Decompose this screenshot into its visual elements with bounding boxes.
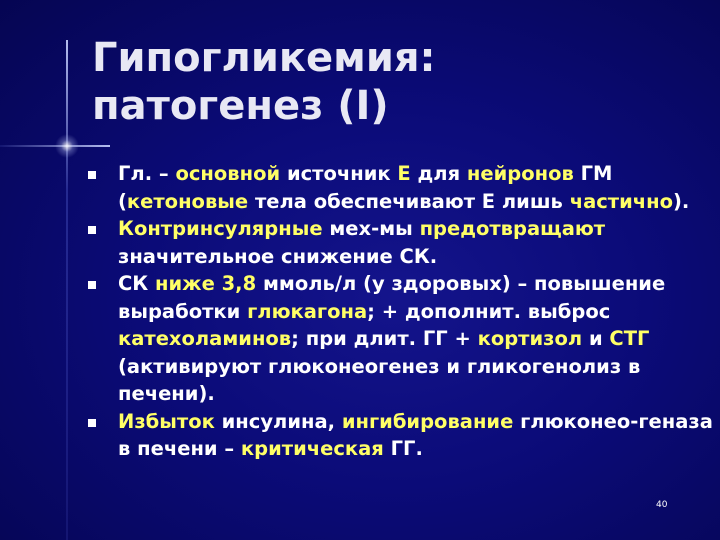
highlighted-term: катехоламинов xyxy=(118,327,292,350)
highlighted-term: кортизол xyxy=(477,327,583,350)
bullet-text: ГМ ( xyxy=(118,162,613,213)
slide-title xyxy=(92,34,436,130)
bullet-text: ). xyxy=(673,189,690,213)
square-bullet-icon xyxy=(88,171,96,179)
bullet-text: ; + дополнит. выброс xyxy=(367,299,611,323)
bullet-text: ГГ. xyxy=(383,437,423,460)
bullet-text: (активируют глюконеогенез и гликогенолиз в печени). xyxy=(118,354,641,405)
decor-glow-star xyxy=(55,134,79,158)
highlighted-term: нейронов xyxy=(466,162,574,185)
bullet-text: тела обеспечивают Е лишь xyxy=(248,189,570,213)
bullet-text: ; при длит. ГГ + xyxy=(291,327,478,350)
highlighted-term: Контринсулярные xyxy=(118,217,323,240)
bullet-item xyxy=(88,215,713,270)
decor-vertical-line xyxy=(66,40,68,540)
square-bullet-icon xyxy=(88,226,96,234)
bullet-item xyxy=(88,270,713,408)
highlighted-term: предотвращают xyxy=(419,217,606,240)
highlighted-term: глюкагона xyxy=(247,299,368,323)
page-number: 40 xyxy=(656,500,668,510)
bullet-list xyxy=(88,160,713,463)
highlighted-term: СТГ xyxy=(609,327,650,350)
highlighted-term: критическая xyxy=(240,437,384,460)
highlighted-term: ингибирование xyxy=(341,409,514,433)
bullet-item xyxy=(88,160,713,215)
bullet-text: источник xyxy=(280,162,398,185)
bullet-text: ммоль/л (у здоровых) – повышение выработки xyxy=(118,272,666,323)
bullet-text: мех-мы xyxy=(322,217,420,240)
highlighted-term: ниже 3,8 xyxy=(155,272,257,295)
bullet-text: и xyxy=(582,327,610,350)
highlighted-term: частично xyxy=(569,189,674,213)
bullet-text: инсулина, xyxy=(214,409,342,433)
slide-title-line-1: Гипогликемия: xyxy=(92,35,436,81)
highlighted-term: Е xyxy=(397,162,411,185)
bullet-text: глюконео-геназа в печени – xyxy=(118,409,713,460)
bullet-item xyxy=(88,408,713,463)
highlighted-term: основной xyxy=(175,162,281,185)
bullet-text: для xyxy=(410,162,467,185)
bullet-text: СК xyxy=(118,272,156,295)
slide-title-line-2: патогенез (I) xyxy=(92,83,389,129)
highlighted-term: кетоновые xyxy=(126,189,249,213)
bullet-text: Гл. – xyxy=(118,162,176,185)
square-bullet-icon xyxy=(88,281,96,289)
square-bullet-icon xyxy=(88,419,96,427)
highlighted-term: Избыток xyxy=(118,409,215,433)
bullet-text: значительное снижение СК. xyxy=(118,244,438,268)
